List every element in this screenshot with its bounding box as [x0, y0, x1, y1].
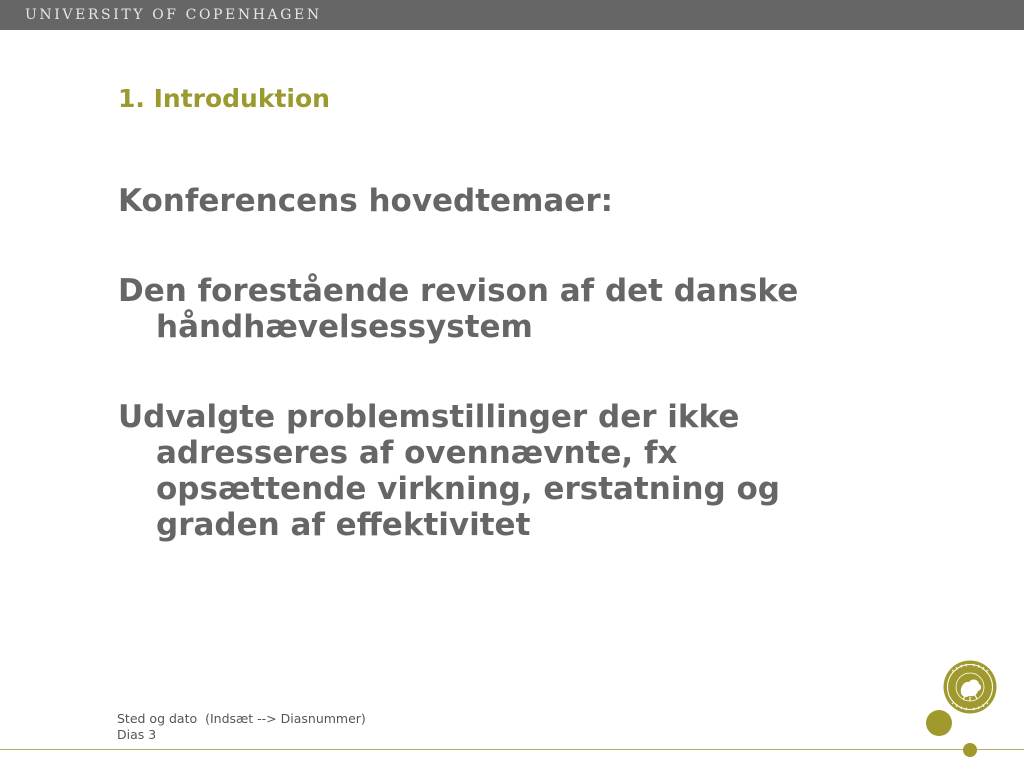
bullet-item-selected-issues: Udvalgte problemstillinger der ikke adresseres af ovennævnte, fx opsættende virkning, erstatning og graden af effektivitet — [118, 399, 780, 543]
header-bar — [0, 0, 1024, 30]
bullet-item-main-themes: Konferencens hovedtemaer: — [118, 183, 614, 219]
footer — [117, 711, 366, 743]
slide-title: 1. Introduktion — [118, 84, 330, 113]
footer-slide-number: Dias 3 — [117, 727, 157, 742]
decorative-dot-large-icon — [926, 710, 952, 736]
university-name: UNIVERSITY OF COPENHAGEN — [25, 7, 322, 23]
bullet-item-enforcement-revision: Den forestående revison af det danske håndhævelsessystem — [118, 273, 799, 345]
university-seal-icon — [943, 660, 997, 714]
footer-place-date: Sted og dato (Indsæt --> Diasnummer) — [117, 711, 366, 726]
footer-divider — [0, 749, 1024, 750]
bullet-list — [118, 183, 878, 543]
decorative-dot-small-icon — [963, 743, 977, 757]
